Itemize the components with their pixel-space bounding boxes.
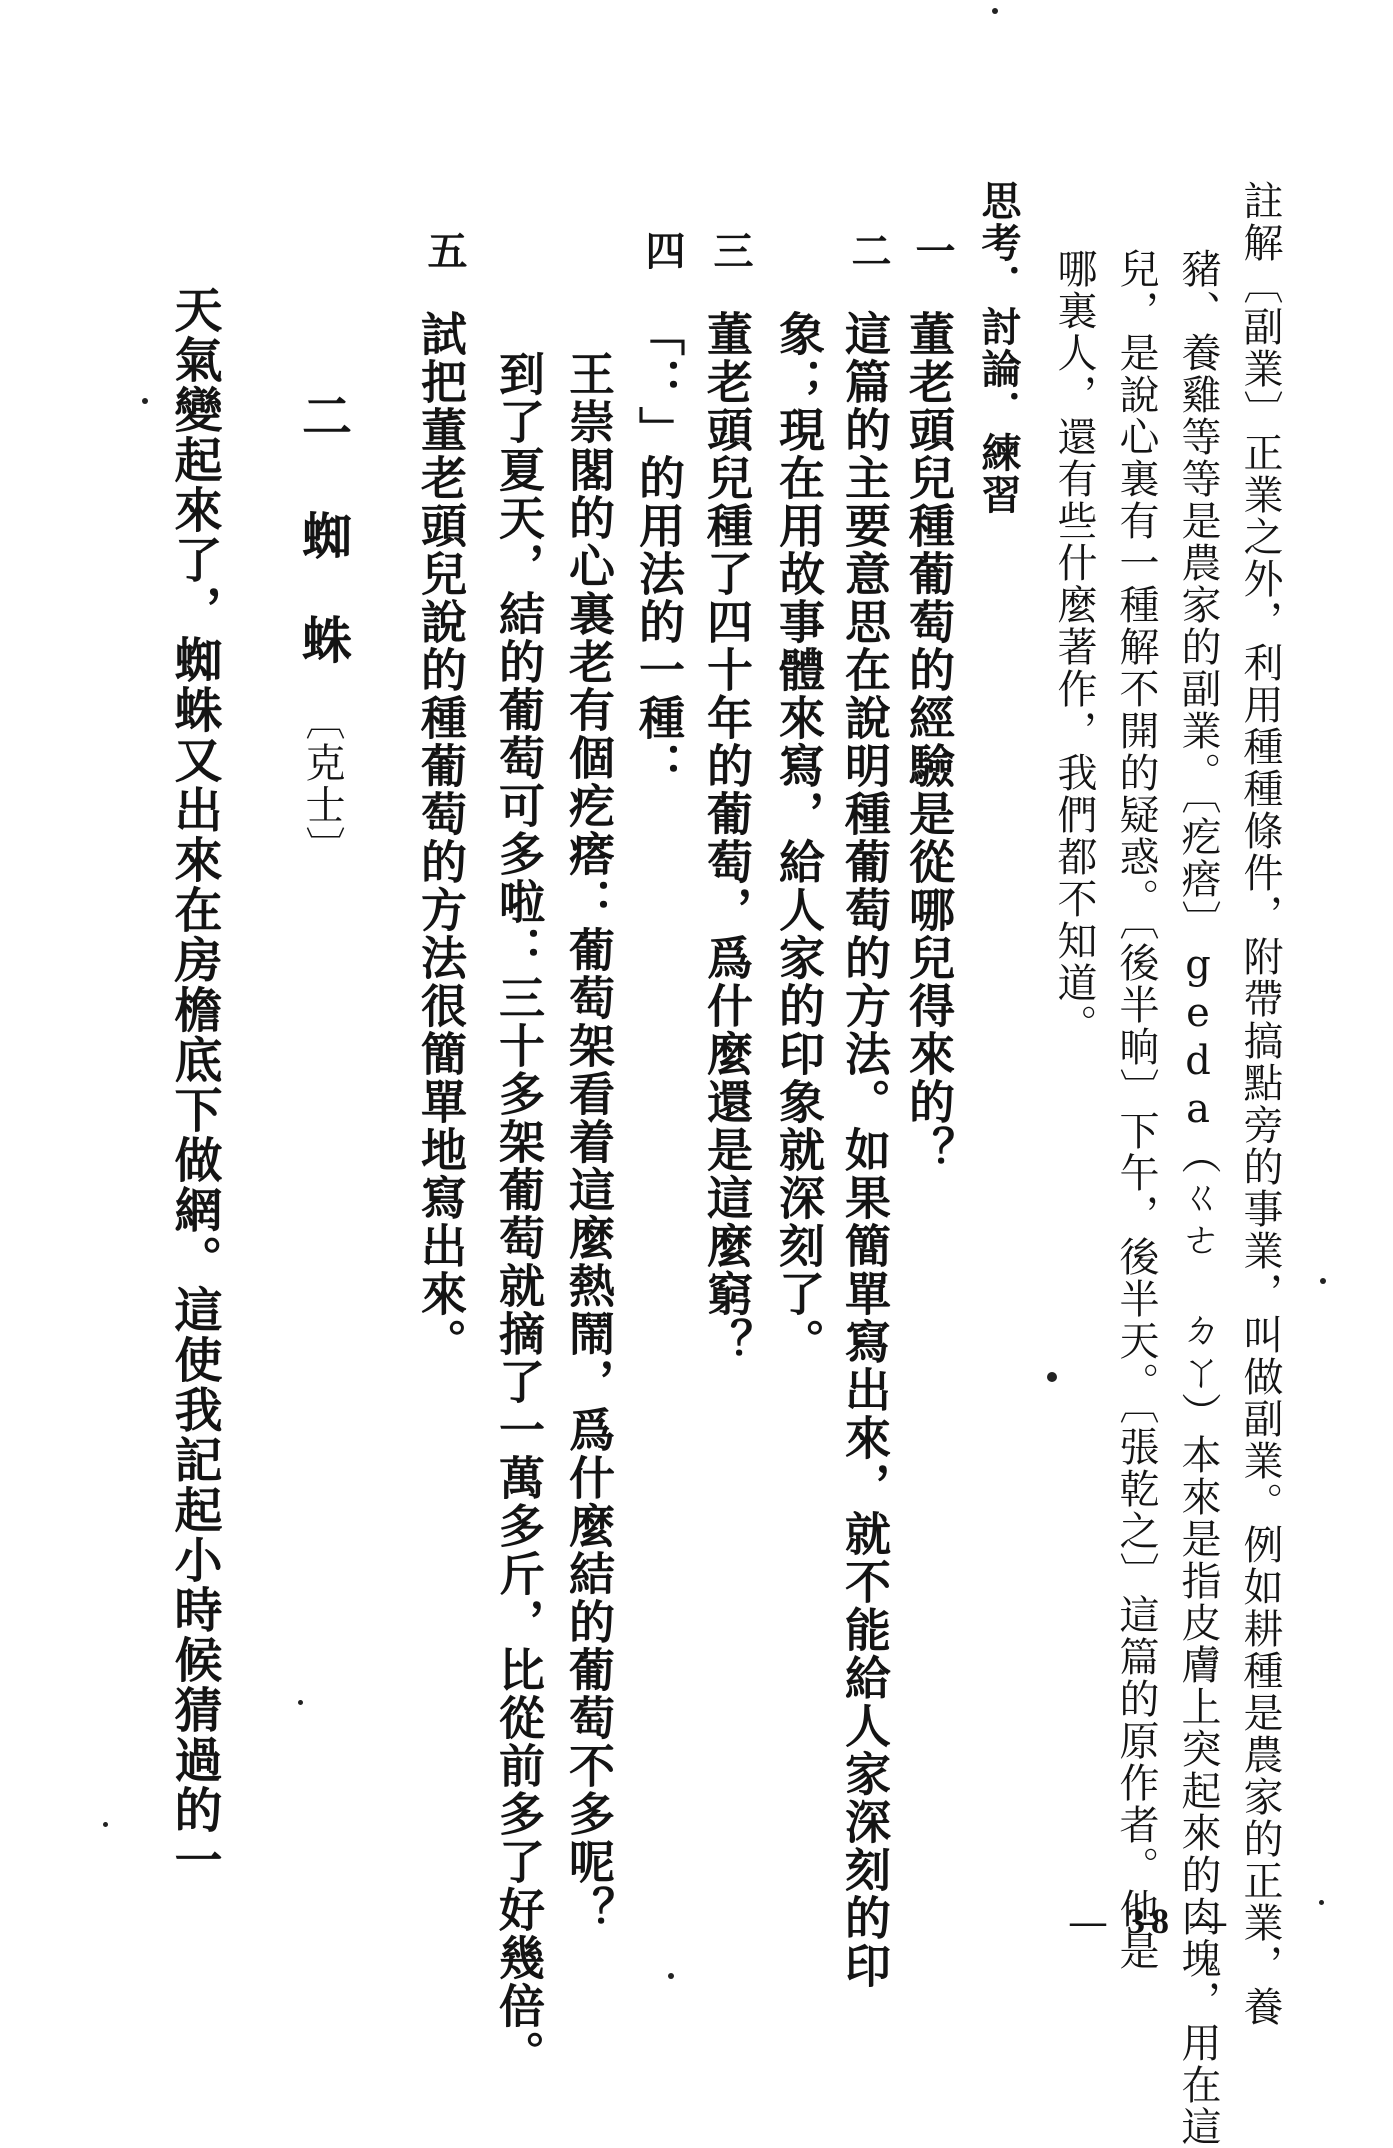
print-speck bbox=[992, 8, 998, 14]
print-speck bbox=[142, 398, 148, 404]
annotation-line-4: 哪裏人，還有些什麼著作，我們都不知道。 bbox=[1051, 248, 1097, 1046]
annotation-line-1: 註解〔副業〕正業之外，利用種種條件，附帶搞點旁的事業，叫做副業。例如耕種是農家的正業，養 bbox=[1237, 180, 1283, 2028]
question-1-text: 董老頭兒種葡萄的經驗是從哪兒得來的？ bbox=[902, 310, 956, 1174]
question-3-text: 董老頭兒種了四十年的葡萄，爲什麼還是這麼窮？ bbox=[700, 310, 754, 1366]
question-5-text: 試把董老頭兒說的種葡萄的方法很簡單地寫出來。 bbox=[414, 310, 468, 1366]
question-4-example-2: 到了夏天，結的葡萄可多啦：三十多架葡萄就摘了一萬多斤，比從前多了好幾倍。 bbox=[492, 350, 546, 2078]
print-speck bbox=[1319, 1900, 1324, 1905]
lesson-author: 〔克士〕 bbox=[299, 700, 345, 868]
print-speck bbox=[298, 1700, 303, 1705]
question-4-example-1: 王崇閣的心裏老有個疙瘩：葡萄架看着這麼熱鬧，爲什麼結的葡萄不多呢？ bbox=[562, 350, 616, 1934]
print-speck bbox=[1047, 1372, 1057, 1382]
lesson-text-line-1: 天氣變起來了，蜘蛛又出來在房檐底下做網。這使我記起小時候猜過的一 bbox=[166, 285, 222, 1885]
question-4-text: 「：」的用法的一種： bbox=[632, 310, 686, 790]
question-3-number: 三 bbox=[707, 230, 754, 272]
print-speck bbox=[103, 1822, 108, 1827]
question-1-number: 一 bbox=[909, 230, 956, 272]
annotation-line-3: 兒，是說心裏有一種解不開的疑惑。〔後半晌〕下午，後半天。〔張乾之〕這篇的原作者。他是 bbox=[1113, 248, 1159, 1972]
page-number: — 38 — bbox=[1070, 1901, 1232, 1941]
exercises-heading: 思考．討論．練習 bbox=[975, 180, 1022, 516]
question-2-text-a: 這篇的主要意思在說明種葡萄的方法。如果簡單寫出來，就不能給人家深刻的印 bbox=[838, 310, 892, 1990]
lesson-title: 蜘 蛛 bbox=[294, 510, 353, 666]
lesson-number: 二 bbox=[294, 390, 353, 442]
question-5-number: 五 bbox=[421, 230, 468, 272]
annotation-line-2: 豬、養雞等等是農家的副業。〔疙瘩〕geda（ㄍㄜ ㄉㄚ）本來是指皮膚上突起來的肉塊，用在這 bbox=[1175, 248, 1221, 2148]
question-2-number: 二 bbox=[845, 230, 892, 272]
print-speck bbox=[668, 1973, 674, 1979]
question-4-number: 四 bbox=[639, 230, 686, 272]
question-2-text-b: 象；現在用故事體來寫，給人家的印象就深刻了。 bbox=[772, 310, 826, 1366]
print-speck bbox=[1320, 1278, 1326, 1284]
